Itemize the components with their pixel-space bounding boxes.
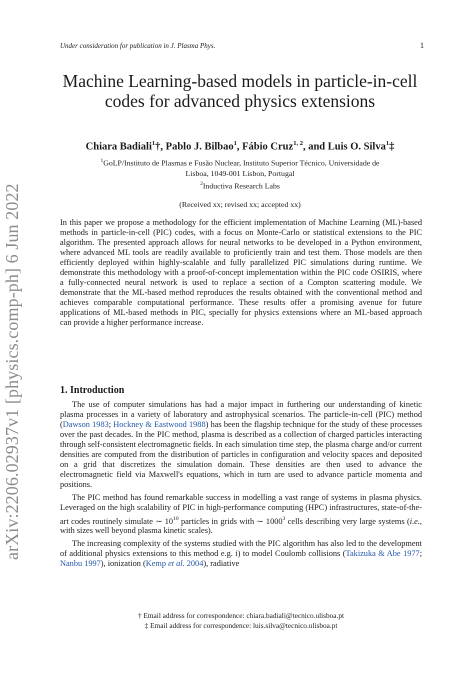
superscript: 3 [282,515,286,522]
text-run: cells describing very large systems ( [285,516,410,526]
text-run: ; [419,549,423,559]
author-affil-sup: 1 [151,140,156,147]
citation-link[interactable]: Takizuka & Abe 1977 [345,549,420,559]
author-list: Chiara Badiali$^1$†, Pablo J. Bilbao$^1$, Fábio Cruz$^{1, 2}$, and Luis O. Silva$^1$‡ [85,140,395,153]
running-head: Under consideration for publication in J. Plasma Phys. [60,42,216,50]
text-run: ) has been the flagship technique for the study of these processes over the past decades. In the PIC method, plasma is described as a collection of charged particles interacting through self-consistent electromagnetic fields. In each simulation time step, the plasma charge and/or current densities are computed from the distribution of particles in configuration and velocity spaces and deposited on a grid that discretizes the simulation domain. These densities are then used to advance the electromagnetic field via Maxwell's equations, which in turn are used to advance particle momenta and positions. [60,420,422,490]
affiliation-sup: 1 [100,158,104,164]
page-number: 1 [420,41,424,50]
text-run: , with sizes well beyond plasma kinetic scales). [60,516,422,536]
affiliation-sup: 2 [200,180,203,187]
author-name: Chiara Badiali [85,141,152,153]
author-affil-sup: 1 [233,140,237,147]
abstract: In this paper we propose a methodology for the efficient implementation of Machine Learning (ML)-based methods in particle-in-cell (PIC) codes, with a focus on Monte-Carlo or statistical extensions to the PIC algorithm. The presented approach allows for neural networks to be developed in a Python environment, where advanced ML tools are readily available to proficiently train and test them. Those models are then efficiently deployed within highly-scalable and fully parallelized PIC simulations during runtime. We demonstrate this methodology with a proof-of-concept implementation within the PIC code OSIRIS, where a fully-connected neural network is used to replace a section of a Compton scattering module. We demonstrate that the ML-based method reproduces the results obtained with the conventional method and achieves comparable computational performance. These results offer a promising avenue for future applications of ML-based methods in PIC, specially for physics extensions where an ML-based approach can provide a higher performance increase. [60,218,422,328]
author-name: Luis O. Silva [327,141,386,153]
author-conjunction: and [308,141,326,153]
affiliation-2 [60,179,420,192]
superscript: 10 [173,515,179,522]
affiliation-line: GoLP/Instituto de Plasmas e Fusão Nuclear, Instituto Superior Técnico, Universidade de [103,158,380,168]
text-run: ), ionization ( [100,559,146,569]
body-text [60,400,422,573]
footnote: † Email address for correspondence: chiara.badiali@tecnico.ulisboa.pt [137,611,345,620]
text-run: The increasing complexity of the systems studied with the PIC algorithm has also led to the development of additional physics extensions to this method e.g. i) to model Coulomb collisions ( [60,539,422,559]
text-run: The use of computer simulations has had a major impact in furthering our understanding of kinetic plasma processes in a variety of laboratory and astrophysical scenarios. The particle-in-cell (PIC) method ( [60,400,422,430]
section-heading [60,385,124,396]
author-affil-sup: 1 [385,140,390,147]
citation-part: 2004 [184,559,204,569]
section-number: 1. [60,385,68,396]
received-dates: (Received xx; revised xx; accepted xx) [179,200,301,209]
footnote: ‡ Email address for correspondence: luis.silva@tecnico.ulisboa.pt [144,620,338,630]
italic-text: i.e. [409,516,420,526]
text-run: ), radiative [203,559,240,569]
text-run: particles in grids with ∼ 1000 [178,516,283,526]
author-name: Fábio Cruz [242,141,294,153]
paper-title: Machine Learning-based models in particle-in-cell codes for advanced physics extensions [62,71,418,111]
footnotes [60,611,422,630]
text-run: The PIC method has found remarkable success in modelling a vast range of systems in plasma physics. Leveraged on the high scalability of PIC in high-performance computing (HPC) infrastructures, state-of-the-art codes routinely simulate ∼ 10 [60,493,422,526]
section-title: Introduction [70,385,125,396]
citation-link[interactable]: Hockney & Eastwood 1988 [113,420,206,430]
paragraph [60,400,422,490]
author-name: Pablo J. Bilbao [165,141,234,153]
citation-part: et al. [168,559,185,569]
affiliation-1-line2: Lisboa, 1049-001 Lisbon, Portugal [185,168,295,178]
citation-link[interactable]: Dawson 1983 [62,420,109,430]
affiliation-line: Inductiva Research Labs [202,181,280,191]
citation-link[interactable] [146,559,204,568]
citation-link[interactable]: Nanbu 1997 [60,559,101,569]
affiliation-1 [60,156,420,169]
paragraph [60,493,422,536]
affiliations [60,156,420,191]
footnote-mark[interactable]: † [155,141,161,153]
arxiv-stamp[interactable]: arXiv:2206.02937v1 [physics.comp-ph] 6 Jun 2022 [2,183,22,560]
author-affil-sup: 1, 2 [293,140,303,147]
citation-part: Kemp [145,559,169,569]
footnote-mark[interactable]: ‡ [389,141,395,153]
text-run: ; [108,420,114,430]
paragraph [60,539,422,569]
